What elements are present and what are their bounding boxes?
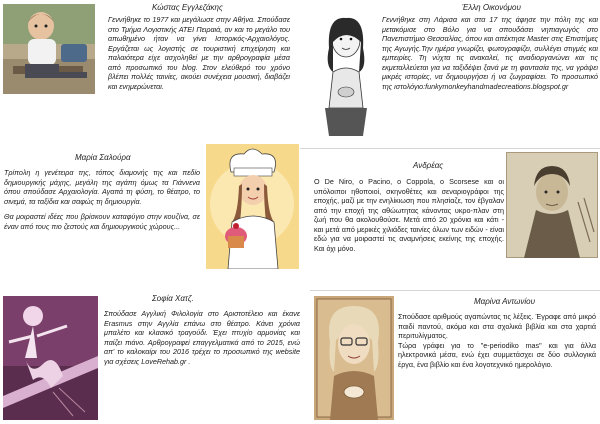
portrait-marina: [314, 296, 394, 420]
portrait-maria: [206, 144, 299, 269]
profile-name: Μαρία Σαλούρα: [75, 153, 131, 162]
profile-name: Μαρίνα Αντωνίου: [474, 297, 535, 306]
portrait-kostas: [3, 4, 95, 94]
profile-bio: Σπούδασε Αγγλική Φιλολογία στο Αριστοτέλειο και έκανε Erasmus στην Αγγλία επάνω στο θέατρο. Κάνει χρόνια μπαλέτο και κλασικό τραγούδι. Έχει πτυχίο αρμονίας και παίζει πιάνο. Αρθρογραφεί επαγγελματικά από το 2015, ενώ απ' το καλοκαίρι του 2016 τρέχει το προσωπικό της website για σχέσεις LoveRehab.gr .: [104, 309, 300, 366]
profile-bio: Γεννήθηκε το 1977 και μεγάλωσε στην Αθήνα. Σπούδασε στο Τμήμα Λογιστικής ΑΤΕΙ Πειραιά, αν και το μεγάλο του απωθημένο ήταν να γίνει Ιστορικός-Αρχαιολόγος. Εργάζεται ως λογιστής σε τουριστική επιχείρηση και παλαιότερα είχε ασχοληθεί με την αρθρογραφία μέσα από προσωπικό του blog. Στον ελεύθερό του χρόνο βλέπει πολλές ταινίες, ακούει συνέχεια μουσική, διαβάζει και ενημερώνεται.: [108, 15, 290, 91]
portrait-sofia: [3, 296, 98, 420]
profile-bio: Τρίπολη η γενέτειρα της, τόπος διαμονής της και πεδίο δημιουργικής μάχης, μεγάλη της αγάπη όμως τα Γιάννενα όπου σπούδασε Αρχαιολογία. Αγαπά τη φύση, το θέατρο, το σινεμά, τα ταξίδια και σαφώς τη δημιουργία. Θα μοιραστεί ιδέες που βρίσκουν καταφύγιο στην κουζίνα, σε έναν από τους πιο ζεστούς και δημιουργικούς χώρους...: [4, 168, 200, 231]
profile-bio: Γεννήθηκε στη Λάρισα και στα 17 της άφησε την πόλη της και μετακόμισε στο Βόλο για να σπουδάσει νηπιαγωγός στο Πανεπιστήμιο Θεσσαλίας, όπου και απέκτησε Master στις Επιστήμες της Αγωγής.Την ημέρα γνωρίζει, φωτογραφίζει, συλλέγει στιγμές και εμπειρίες. Τη νύχτα τις ανακαλεί, τις αναδιοργανώνει και τις εκμεταλλεύεται για να ταξιδέψει ξανά με τη φαντασία της, να γράψει μικρές ιστορίες, να δημιουργήσει ή να ζωγραφίσει. Το προσωπικό της ιστολόγιο:funkymonkeyhandmadecreations.blogspot.gr: [382, 15, 598, 91]
profile-bio: Ο De Niro, ο Pacino, ο Coppola, ο Scorsese και οι υπόλοιποι ηθοποιοί, σκηνοθέτες και σεναριογράφοι της εποχής, μαζί με την ενηλίκιωση που πλησίαζε, τον έβγαλαν από την εποχή της αθώωτητας κάνοντας υκρο-πλαν στη ζωή που θα ακολουθούσε. Μετά από 20 χρόνια και κάτι - και μετά από μερικές χιλιάδες ταινίες όλων των ειδών - είναι εδώ για να μοιραστεί τις αναμνήσεις εκείνης της εποχής. Και όχι μόνο.: [314, 177, 504, 253]
portrait-andreas: [506, 152, 598, 258]
profile-name: Ανδρέας: [413, 161, 444, 170]
profile-name: Σοφία Χατζ.: [152, 294, 194, 303]
profile-name: Κώστας Εγγλεζάκης: [152, 3, 223, 12]
profile-name: Έλλη Οικονόμου: [462, 3, 521, 12]
divider: [310, 290, 600, 291]
profile-bio: Σπούδασε αριθμούς αγαπώντας τις λέξεις. Έγραφε από μικρό παιδί παντού, ακόμα και στα σχολικά βιβλία και στα χαρτιά περιτυλίγματος. Τώρα γράφει για το "e-periodiko mas" και για άλλα ηλεκτρονικά μέσα, ενώ έχει συμμετάσχει σε δύο συλλογικά έργα, ένα βιβλίο και ένα λογοτεχνικό ημερολόγιο.: [398, 312, 596, 369]
portrait-elli: [315, 8, 377, 141]
divider: [300, 148, 600, 149]
